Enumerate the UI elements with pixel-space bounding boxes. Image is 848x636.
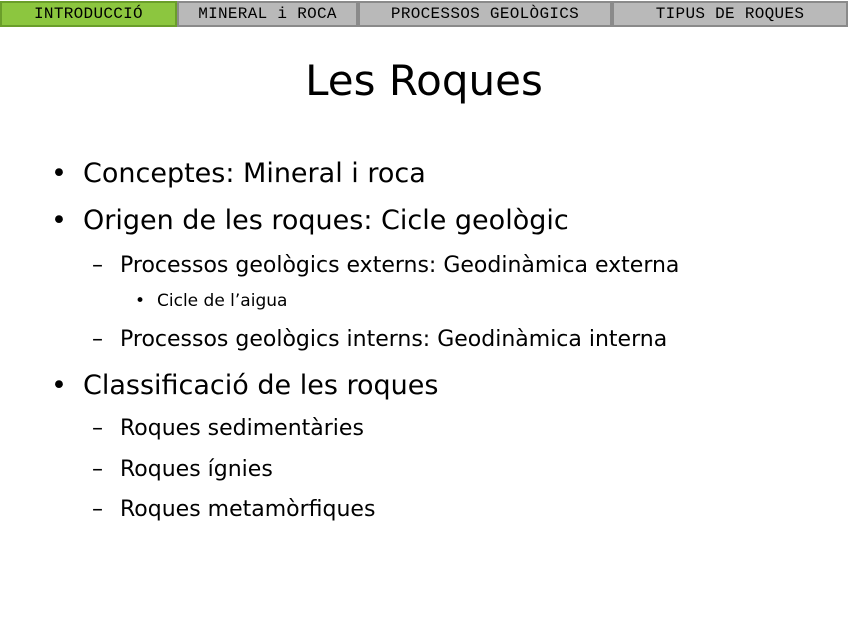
list-item-text: Origen de les roques: Cicle geològic: [83, 205, 569, 236]
list-item-text: Roques sedimentàries: [120, 416, 364, 441]
list-item: [51, 158, 426, 189]
bullet-marker: •: [51, 205, 67, 236]
list-item: [92, 253, 680, 278]
list-item-text: Classificació de les roques: [83, 370, 439, 401]
list-item-text: Roques metamòrfiques: [120, 497, 376, 522]
bullet-marker: –: [92, 327, 103, 352]
slide-title: Les Roques: [305, 56, 543, 105]
list-item: [51, 205, 569, 236]
bullet-marker: •: [135, 291, 146, 311]
list-item: [92, 416, 364, 441]
bullet-marker: –: [92, 253, 103, 278]
list-item: [92, 327, 668, 352]
list-item: [135, 291, 288, 311]
list-item-text: Cicle de l’aigua: [157, 291, 288, 311]
list-item-text: Roques ígnies: [120, 457, 273, 482]
bullet-marker: –: [92, 497, 103, 522]
list-item: [51, 370, 439, 401]
tab-tipus-de-roques[interactable]: TIPUS DE ROQUES: [612, 1, 848, 27]
navigation-tab-bar: [0, 0, 848, 30]
list-item: [92, 497, 376, 522]
list-item: [92, 457, 273, 482]
list-item-text: Conceptes: Mineral i roca: [83, 158, 426, 189]
tab-mineral-i-roca[interactable]: MINERAL i ROCA: [177, 1, 358, 27]
bullet-marker: •: [51, 370, 67, 401]
tab-processos-geologics[interactable]: PROCESSOS GEOLÒGICS: [358, 1, 612, 27]
bullet-marker: –: [92, 416, 103, 441]
list-item-text: Processos geològics interns: Geodinàmica interna: [120, 327, 668, 352]
list-item-text: Processos geològics externs: Geodinàmica externa: [120, 253, 680, 278]
bullet-marker: •: [51, 158, 67, 189]
bullet-marker: –: [92, 457, 103, 482]
tab-introduccio[interactable]: INTRODUCCIÓ: [0, 1, 177, 27]
